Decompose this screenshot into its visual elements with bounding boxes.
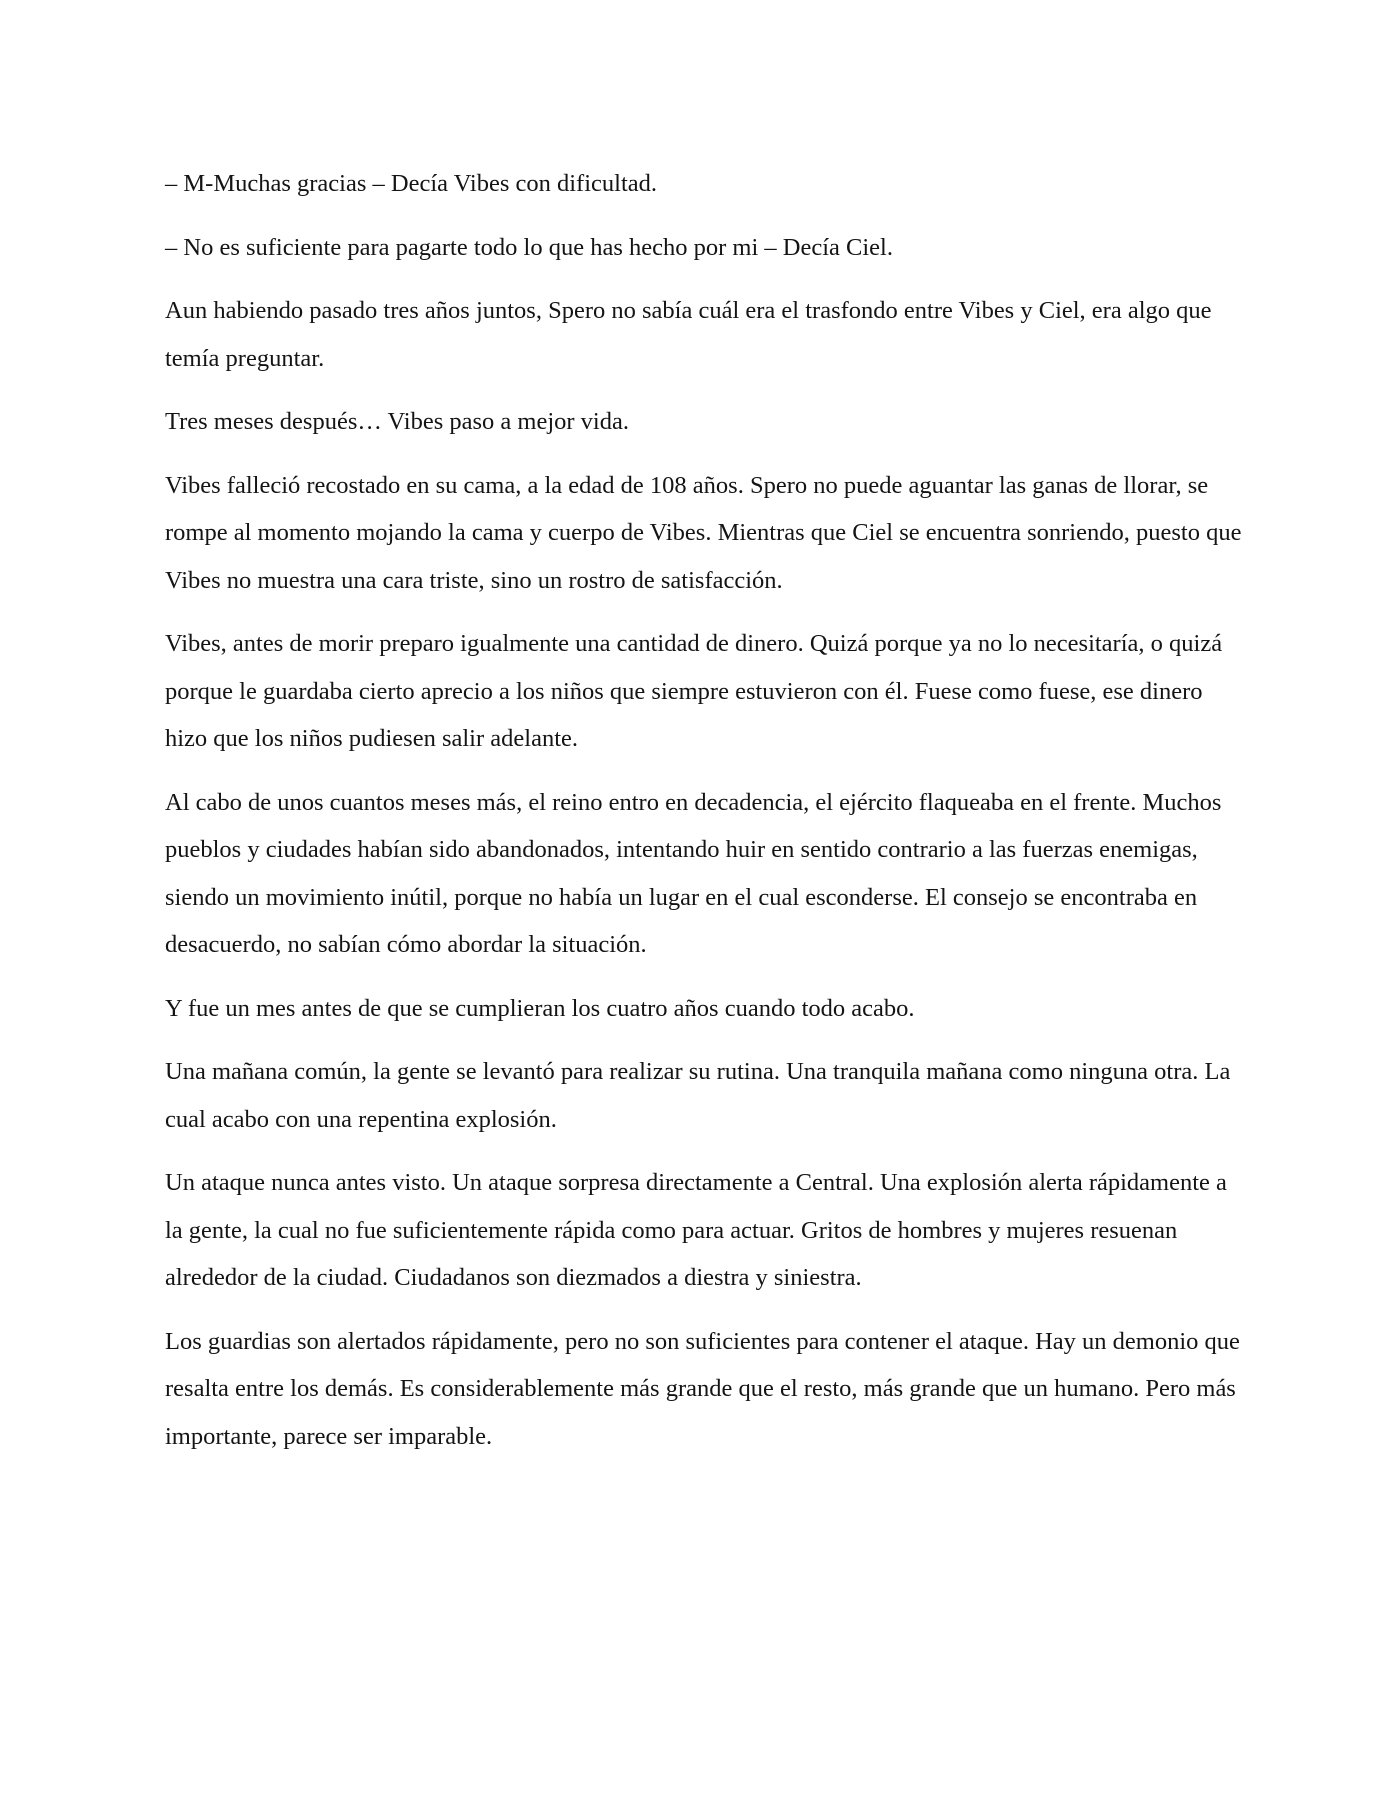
paragraph: Vibes, antes de morir preparo igualmente una cantidad de dinero. Quizá porque ya no lo necesitaría, o quizá porque le guardaba cierto aprecio a los niños que siempre estuvieron con él. Fuese como fuese, ese dinero hizo que los niños pudiesen salir adelante.: [165, 630, 1223, 752]
paragraph: Vibes falleció recostado en su cama, a la edad de 108 años. Spero no puede aguantar las ganas de llorar, se rompe al momento mojando la cama y cuerpo de Vibes. Mientras que Ciel se encuentra sonriendo, puesto que Vibes no muestra una cara triste, sino un rostro de satisfacción.: [165, 471, 1242, 594]
paragraph: Y fue un mes antes de que se cumplieran los cuatro años cuando todo acabo.: [165, 994, 915, 1022]
paragraph: Los guardias son alertados rápidamente, pero no son suficientes para contener el ataque. Hay un demonio que resalta entre los demás. Es considerablemente más grande que el resto, más grande que un humano. Pero más importante, parece ser imparable.: [165, 1327, 1240, 1450]
paragraph: Una mañana común, la gente se levantó para realizar su rutina. Una tranquila mañana como ninguna otra. La cual acabo con una repentina explosión.: [165, 1058, 1231, 1133]
paragraph: Aun habiendo pasado tres años juntos, Spero no sabía cuál era el trasfondo entre Vibes y Ciel, era algo que temía preguntar.: [165, 297, 1212, 372]
paragraph: – M-Muchas gracias – Decía Vibes con dificultad.: [165, 170, 658, 197]
document-body: [165, 160, 1245, 1476]
paragraph: Un ataque nunca antes visto. Un ataque sorpresa directamente a Central. Una explosión alerta rápidamente a la gente, la cual no fue suficientemente rápida como para actuar. Gritos de hombres y mujeres resuenan alrededor de la ciudad. Ciudadanos son diezmados a diestra y siniestra.: [165, 1169, 1227, 1291]
paragraph: – No es suficiente para pagarte todo lo que has hecho por mi – Decía Ciel.: [165, 233, 893, 261]
paragraph: Tres meses después… Vibes paso a mejor vida.: [165, 408, 629, 435]
paragraph: Al cabo de unos cuantos meses más, el reino entro en decadencia, el ejército flaqueaba en el frente. Muchos pueblos y ciudades habían sido abandonados, intentando huir en sentido contrario a las fuerzas enemigas, siendo un movimiento inútil, porque no había un lugar en el cual esconderse. El consejo se encontraba en desacuerdo, no sabían cómo abordar la situación.: [165, 788, 1222, 958]
